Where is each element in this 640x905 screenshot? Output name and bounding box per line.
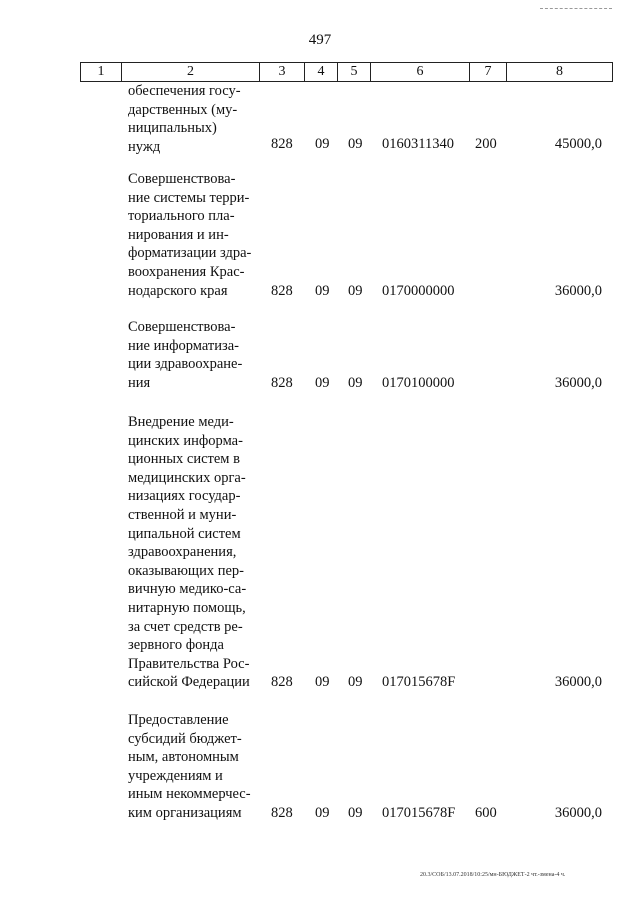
row-description: Предоставление субсидий бюджет- ным, автономным учреждениям и иным некоммерчес- ким организациям bbox=[128, 712, 251, 821]
header-col-6: 6 bbox=[371, 63, 470, 81]
row-description: обеспечения госу- дарственных (му- ниципальных) нужд bbox=[128, 83, 241, 155]
row-col-3: 828 bbox=[271, 674, 293, 690]
row-col-3: 828 bbox=[271, 375, 293, 391]
page-number: 497 bbox=[308, 32, 332, 48]
header-col-5: 5 bbox=[338, 63, 371, 81]
row-col-5: 09 bbox=[348, 136, 363, 152]
row-col-4: 09 bbox=[315, 136, 330, 152]
row-col-8: 36000,0 bbox=[554, 375, 602, 391]
row-col-6: 0170100000 bbox=[382, 375, 455, 391]
row-description: Совершенствова- ние информатиза- ции здравоохране- ния bbox=[128, 319, 243, 391]
row-description: Внедрение меди- цинских информа- ционных систем в медицинских орга- низациях государ- ственной и муни- ципальной систем здравоохранения, оказывающих пер- вичную медико-са- нитарную помощь, за счет средств ре- зервного фонда Правительства Рос- сийской Федерации bbox=[128, 414, 250, 691]
row-col-4: 09 bbox=[315, 375, 330, 391]
row-col-5: 09 bbox=[348, 674, 363, 690]
row-col-6: 017015678F bbox=[382, 674, 456, 690]
table-header-row bbox=[80, 62, 613, 82]
header-col-4: 4 bbox=[305, 63, 338, 81]
row-col-5: 09 bbox=[348, 283, 363, 299]
row-col-4: 09 bbox=[315, 674, 330, 690]
header-col-7: 7 bbox=[470, 63, 507, 81]
row-col-7: 200 bbox=[475, 136, 497, 152]
row-description: Совершенствова- ние системы терри- ториального пла- нирования и ин- форматизации здра- воохранения Крас- нодарского края bbox=[128, 171, 252, 299]
row-col-8: 36000,0 bbox=[554, 283, 602, 299]
row-col-3: 828 bbox=[271, 283, 293, 299]
row-col-3: 828 bbox=[271, 136, 293, 152]
row-col-6: 017015678F bbox=[382, 805, 456, 821]
row-col-5: 09 bbox=[348, 375, 363, 391]
header-col-8: 8 bbox=[556, 64, 563, 79]
row-col-7: 600 bbox=[475, 805, 497, 821]
row-col-8: 45000,0 bbox=[554, 136, 602, 152]
row-col-6: 0160311340 bbox=[382, 136, 454, 152]
header-col-3: 3 bbox=[260, 63, 305, 81]
header-col-2: 2 bbox=[122, 63, 260, 81]
row-col-3: 828 bbox=[271, 805, 293, 821]
footer-stamp: 20.3/СОБ/13.07.2018/10:25/мн-БЮДЖЕТ-2 чт.-змена-4 ч. bbox=[420, 872, 566, 878]
header-col-1: 1 bbox=[81, 63, 122, 81]
row-col-4: 09 bbox=[315, 283, 330, 299]
top-dashed-line bbox=[540, 8, 612, 9]
row-col-8: 36000,0 bbox=[554, 805, 602, 821]
row-col-8: 36000,0 bbox=[554, 674, 602, 690]
row-col-6: 0170000000 bbox=[382, 283, 455, 299]
row-col-4: 09 bbox=[315, 805, 330, 821]
row-col-5: 09 bbox=[348, 805, 363, 821]
